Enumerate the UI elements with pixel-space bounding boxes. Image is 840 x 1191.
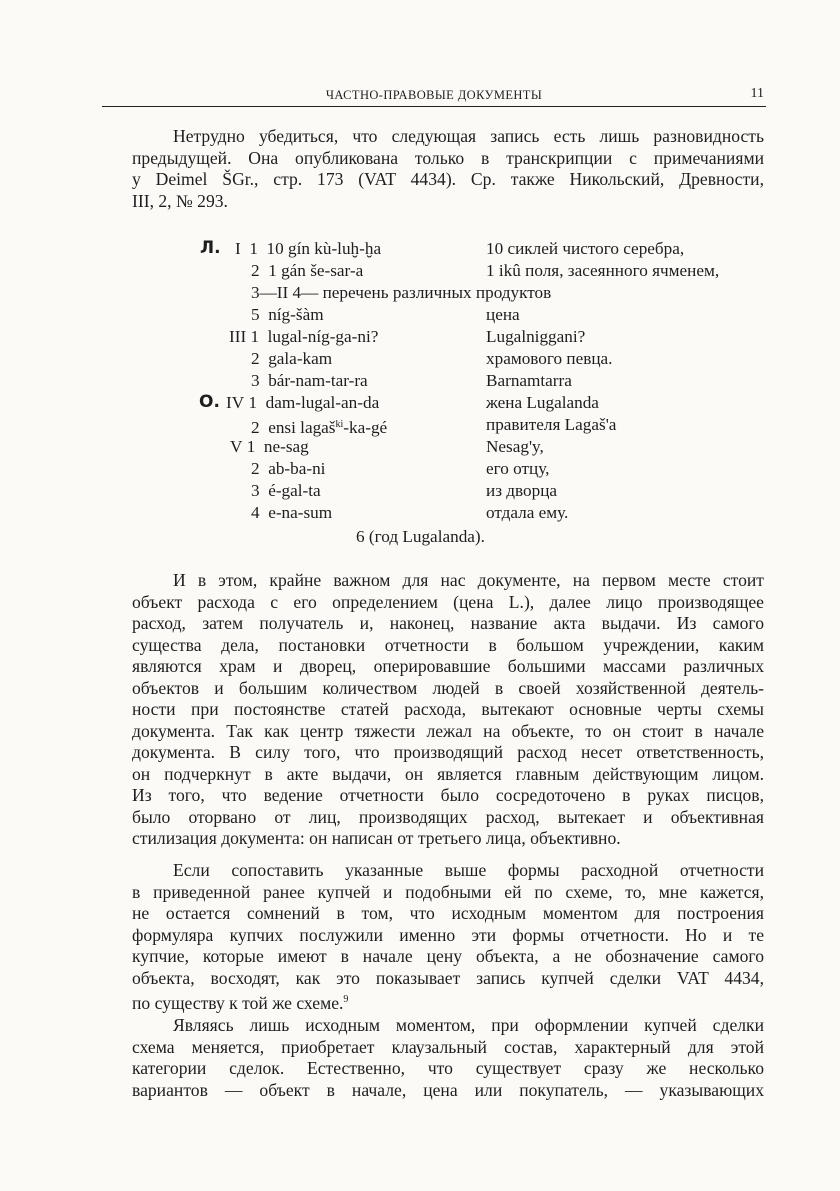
text-line: было оторвано от лиц, производящих расход, вытекает и объективная (132, 806, 764, 827)
transliteration-line: 2 1 gán še-sar-a (251, 261, 364, 280)
text-line: объект расхода с его определением (цена L.), далее лицо производящее (132, 591, 764, 612)
transliteration-line: IV 1 dam-lugal-an-da (226, 393, 380, 412)
text-line: являются храм и дворец, оперировавшие большими массами различных (132, 656, 764, 676)
translation-line: 1 ikû поля, засеянного ячменем, (486, 261, 720, 280)
text-line: вариантов — объект в начале, цена или покупатель, — указывающих (132, 1079, 764, 1100)
translation-line: правителя Lagaš'a (486, 415, 617, 434)
text-line: Из того, что ведение отчетности было сосредоточено в руках писцов, (132, 785, 764, 805)
text-line: ности при постоянстве статей расхода, вытекают основные черты схемы (132, 699, 764, 719)
translation-line: жена Lugalanda (486, 393, 599, 412)
intro-paragraph (132, 126, 764, 212)
transliteration-line: 3 é-gal-ta (251, 481, 321, 500)
text-line: формуляра купчих послужили именно эти формы отчетности. Но и те (132, 924, 764, 945)
text-line: документа. Так как центр тяжести лежал на объекте, то он стоит в начале (132, 720, 764, 741)
text-line: существа дела, постановки отчетности в большом учреждении, каким (132, 634, 764, 655)
footnote-marker: 9 (343, 994, 349, 1005)
translation-line: цена (486, 305, 520, 324)
text-line: не остается сомнений в том, что исходным моментом для построения (132, 903, 764, 923)
text-line: по существу к той же схеме.$^9$ (132, 993, 349, 1013)
text-line: схема меняется, приобретает клаузальный состав, характерный для этой (132, 1036, 764, 1057)
transliteration-line: V 1 ne-sag (230, 437, 309, 456)
text-line: в приведенной ранее купчей и подобными ей по схеме, то, мне кажется, (132, 881, 764, 902)
transliteration-line: 5 níg-šàm (251, 305, 324, 324)
side-label-reverse: О. (199, 392, 220, 412)
body-paragraph-3 (132, 1015, 764, 1101)
text-line: объекта, восходят, как это показывает запись купчей сделки VAT 4434, (132, 967, 764, 988)
text-line: купчие, которые имеют в начале цену объекта, а не обозначение самого (132, 946, 764, 966)
text-line: расход, затем получатель и, наконец, название акта выдачи. Из самого (132, 613, 764, 633)
text-line: предыдущей. Она опубликована только в транскрипции с примечаниями (132, 147, 764, 168)
year-note: 6 (год Lugalanda). (356, 527, 485, 546)
text-line: И в этом, крайне важном для нас документе, на первом месте стоит (173, 570, 764, 590)
text-line: объектов и большим количеством людей в своей хозяйственной деятель- (132, 677, 764, 698)
page-header (102, 88, 766, 106)
transliteration-line: III 1 lugal-níg-ga-ni? (229, 327, 379, 346)
text-line: у Deimel ŠGr., стр. 173 (VAT 4434). Ср. также Никольский, Древности, (132, 169, 764, 189)
translation-line: храмового певца. (486, 349, 613, 368)
running-title: ЧАСТНО-ПРАВОВЫЕ ДОКУМЕНТЫ (325, 88, 543, 102)
transliteration-line: 2 gala-kam (251, 349, 333, 368)
translation-line: Nesag'y, (486, 437, 544, 456)
text-line: Являясь лишь исходным моментом, при оформлении купчей сделки (173, 1015, 764, 1035)
header-rule (102, 106, 766, 107)
translation-line: из дворца (486, 481, 558, 500)
text-line: документа. В силу того, что производящий расход несет ответственность, (132, 742, 764, 762)
text-line: он подчеркнут в акте выдачи, он является главным действующим лицом. (132, 763, 764, 784)
text-line: категории сделок. Естественно, что существует сразу же несколько (132, 1058, 764, 1078)
translation-line: отдала ему. (486, 503, 569, 522)
text-line: Нетрудно убедиться, что следующая запись есть лишь разновидность (173, 126, 764, 146)
page-number: 11 (750, 86, 764, 101)
tablet-transcription (0, 238, 840, 558)
transliteration-line: 4 e-na-sum (251, 503, 333, 522)
transliteration-line: I 1 10 gín kù-luḫ-ḫa (235, 239, 382, 258)
text-line: III, 2, № 293. (132, 190, 228, 211)
text-line: стилизация документа: он написан от третьего лица, объективно. (132, 828, 621, 848)
transliteration-line: 2 ab-ba-ni (251, 459, 326, 478)
side-label-obverse: Л. (200, 238, 221, 258)
text-line: Если сопоставить указанные выше формы расходной отчетности (173, 860, 764, 880)
body-paragraph-2 (132, 860, 764, 1015)
transliteration-line: 3—II 4— перечень различных продуктов (251, 283, 552, 302)
transliteration-line: 3 bár-nam-tar-ra (251, 371, 368, 390)
translation-line: Barnamtarra (486, 371, 572, 390)
transliteration-line: 2 ensi lagaš$^{ki}$-ka-gé (251, 418, 388, 437)
body-paragraph-1 (132, 570, 764, 850)
translation-line: 10 сиклей чистого серебра, (486, 239, 685, 258)
translation-line: его отцу, (486, 459, 550, 478)
translation-line: Lugalniggani? (486, 327, 586, 346)
